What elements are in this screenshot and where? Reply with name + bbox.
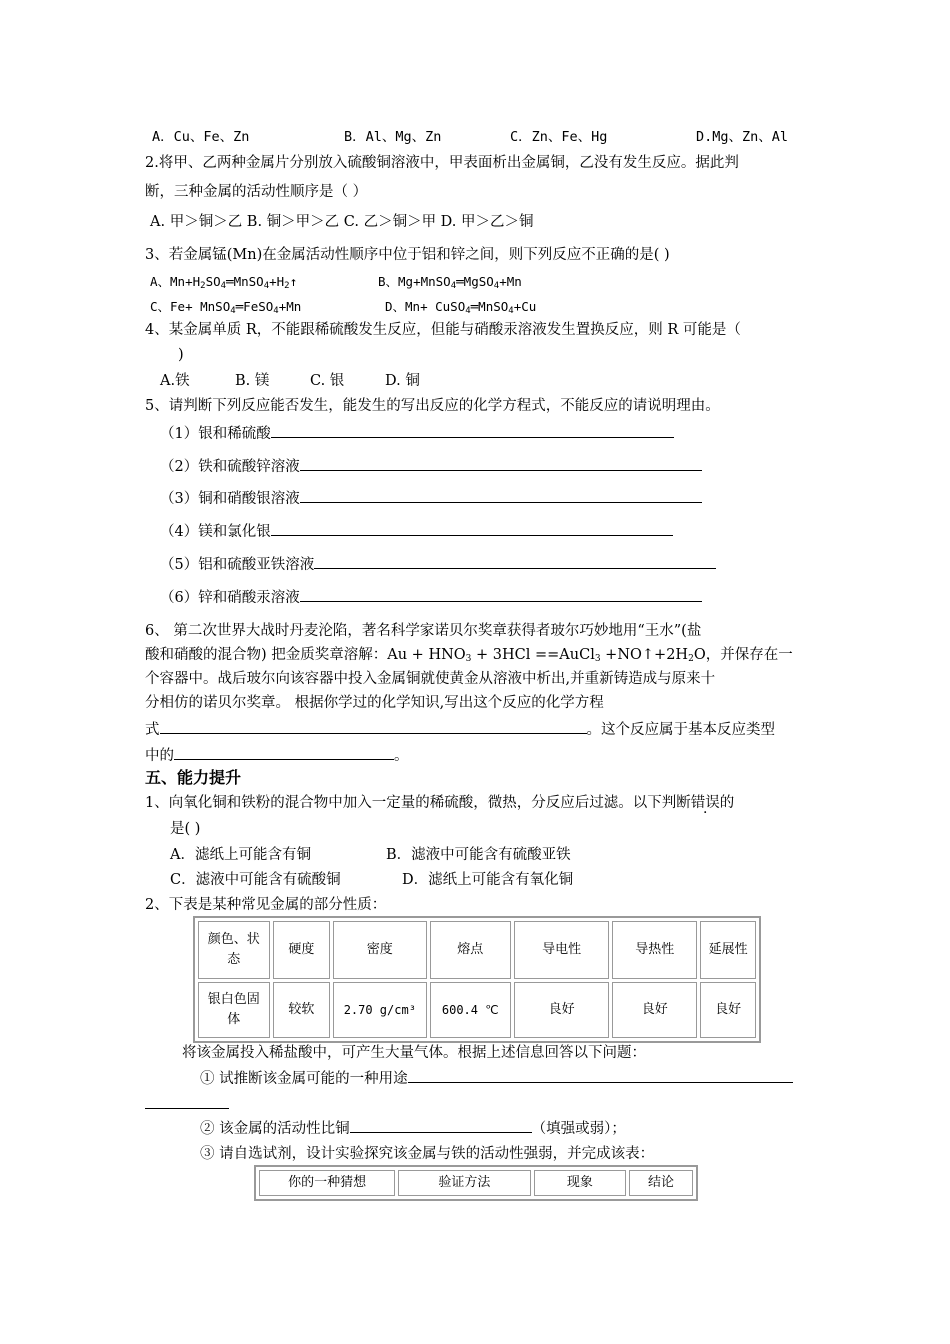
answer-blank[interactable] [271,521,673,536]
q3-stem: 3、若金属锰(Mn)在金属活动性顺序中位于铝和锌之间，则下列反应不正确的是( ) [145,247,670,263]
q6-line4: 分相仿的诺贝尔奖章。 根据你学过的化学知识,写出这个反应的化学方程 [145,695,604,711]
p1-option-b: B．滤液中可能含有硫酸亚铁 [386,847,571,863]
table-header-cell: 延展性 [700,921,756,979]
table-cell: 良好 [700,982,756,1038]
p2-q1-continuation [145,1094,229,1115]
table-header-row [259,1170,693,1196]
q6-line5: 式 。这个反应属于基本反应类型 [145,719,775,740]
q1-option-d: D.Mg、Zn、Al [696,129,789,145]
p1-option-d: D．滤纸上可能含有氧化铜 [402,872,574,888]
q1-option-b: B．Al、Mg、Zn [344,129,442,145]
q4-line1: 4、某金属单质 R，不能跟稀硫酸发生反应，但能与硝酸汞溶液发生置换反应，则 R 可能是（ [145,322,741,338]
table-header-row [198,921,756,979]
q2-options: A. 甲＞铜＞乙 B. 铜＞甲＞乙 C. 乙＞铜＞甲 D. 甲＞乙＞铜 [150,214,534,230]
p1-line2: 是( ) [170,821,201,837]
table-header-cell: 现象 [534,1170,626,1196]
table-header-cell: 导电性 [514,921,609,979]
answer-blank[interactable] [160,719,587,734]
table-header-cell: 你的一种猜想 [259,1170,395,1196]
metal-properties-table [193,916,761,1043]
table-header-cell: 结论 [629,1170,693,1196]
q1-option-c: C．Zn、Fe、Hg [510,129,608,145]
table-header-cell: 导热性 [612,921,697,979]
q6-line1: 6、 第二次世界大战时丹麦沦陷，著名科学家诺贝尔奖章获得者玻尔巧妙地用“王水”(盐 [145,623,702,639]
q5-item-2: （2）铁和硫酸锌溶液 [160,456,702,477]
q6-line6: 中的 。 [145,745,409,766]
q5-item-3: （3）铜和硝酸银溶液 [160,488,702,509]
q3-option-b: B、Mg+MnSO$_4$═MgSO$_4$+Mn [378,274,522,291]
table-cell: 银白色固体 [198,982,270,1038]
q6-line3: 个容器中。战后玻尔向该容器中投入金属铜就使黄金从溶液中析出,并重新铸造成与原来十 [145,671,716,687]
answer-blank[interactable] [408,1068,793,1083]
table-cell: 600.4 ℃ [430,982,512,1038]
table-cell: 良好 [514,982,609,1038]
answer-blank[interactable] [314,554,716,569]
p1-line1: 1、向氧化铜和铁粉的混合物中加入一定量的稀硫酸，微热，分反应后过滤。以下判断错误的 [145,795,735,811]
table-header-cell: 熔点 [430,921,512,979]
table-header-cell: 密度 [333,921,426,979]
q2-line1: 2.将甲、乙两种金属片分别放入硫酸铜溶液中，甲表面析出金属铜，乙没有发生反应。据此判 [145,155,739,171]
q5-item-5: （5）铝和硫酸亚铁溶液 [160,554,716,575]
p2-stem: 2、下表是某种常见金属的部分性质： [145,897,387,913]
answer-blank[interactable] [145,1094,229,1109]
p2-q1: ① 试推断该金属可能的一种用途 [200,1068,793,1089]
answer-blank[interactable] [300,456,702,471]
table-cell: 较软 [273,982,331,1038]
section-heading: 五、能力提升 [145,768,242,787]
table-header-cell: 颜色、状态 [198,921,270,979]
q5-stem: 5、请判断下列反应能否发生，能发生的写出反应的化学方程式，不能反应的请说明理由。 [145,398,720,414]
q4-option-a: A.铁 [160,373,190,389]
q2-line2: 断，三种金属的活动性顺序是（ ） [145,184,368,200]
answer-blank[interactable] [174,745,394,760]
table-row [198,982,756,1038]
p1-option-a: A．滤纸上可能含有铜 [170,847,311,863]
table-header-cell: 验证方法 [398,1170,530,1196]
table-cell: 良好 [612,982,697,1038]
p1-option-c: C．滤液中可能含有硫酸铜 [170,872,341,888]
q1-option-a: A．Cu、Fe、Zn [152,129,250,145]
answer-blank[interactable] [300,587,702,602]
q4-option-c: C. 银 [310,373,345,389]
experiment-table [254,1165,698,1201]
q4-line2: ) [178,347,184,363]
q4-option-b: B. 镁 [235,373,270,389]
q5-item-1: （1）银和稀硫酸 [160,423,674,444]
answer-blank[interactable] [300,488,702,503]
table-cell: 2.70 g/cm³ [333,982,426,1038]
q6-line2: 酸和硝酸的混合物) 把金质奖章溶解：$Au + HNO_3 + 3HCl$ ==AuCl$_3$ $+NO↑+2H_2O$，并保存在一 [145,647,793,664]
p2-q2: ② 该金属的活动性比铜 （填强或弱）； [200,1118,626,1139]
q3-option-c: C、Fe+ MnSO$_4$═FeSO$_4$+Mn [150,299,302,316]
q4-option-d: D. 铜 [385,373,420,389]
emphasis-dots: 错误 [690,795,720,811]
q5-item-6: （6）锌和硝酸汞溶液 [160,587,702,608]
p2-intro: 将该金属投入稀盐酸中，可产生大量气体。根据上述信息回答以下问题： [182,1045,646,1061]
q5-item-4: （4）镁和氯化银 [160,521,673,542]
q3-option-d: D、Mn+ CuSO$_4$═MnSO$_4$+Cu [385,299,537,316]
q3-option-a: A、$Mn+H_2SO_4═MnSO_4+H_2↑$ [150,274,298,291]
p2-q3: ③ 请自选试剂，设计实验探究该金属与铁的活动性强弱，并完成该表： [200,1146,655,1162]
answer-blank[interactable] [350,1118,532,1133]
table-header-cell: 硬度 [273,921,331,979]
answer-blank[interactable] [271,423,674,438]
